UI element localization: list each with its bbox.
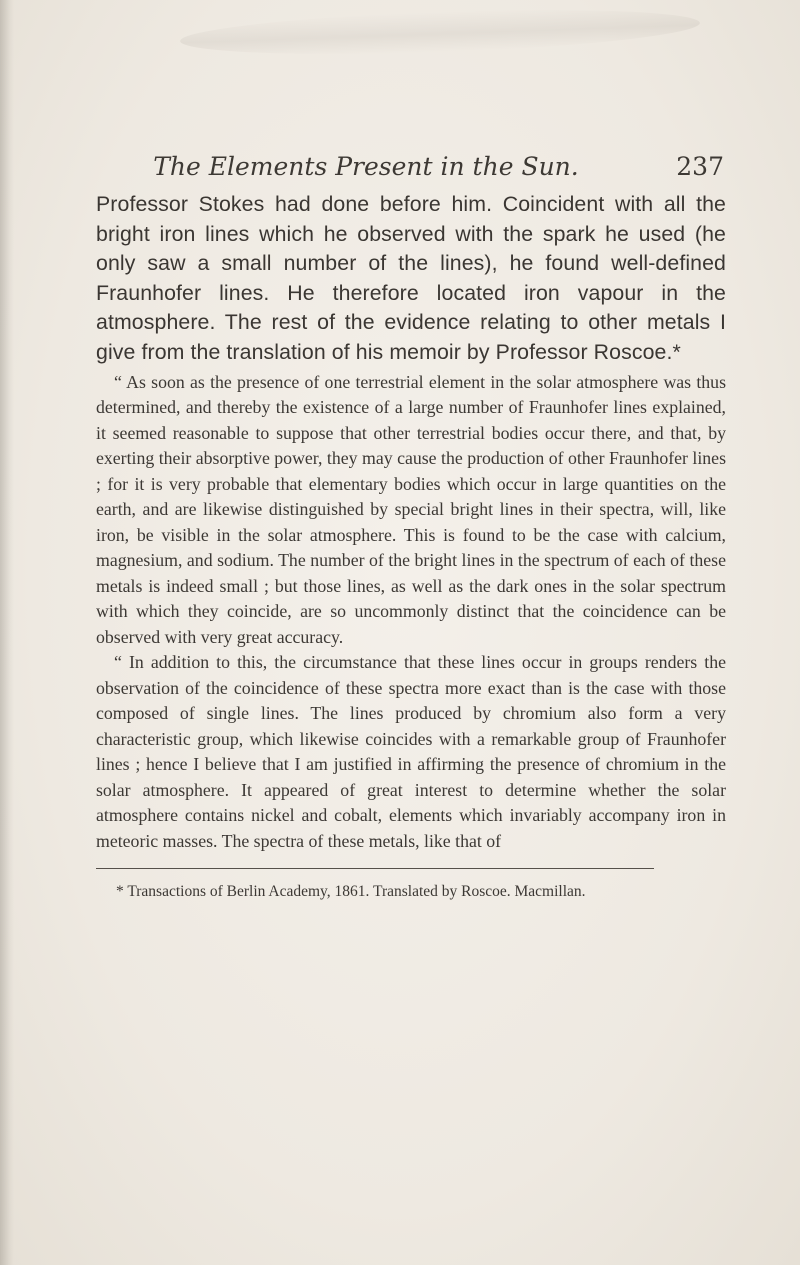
- running-title: The Elements Present in the Sun.: [153, 152, 579, 181]
- body-paragraph: Professor Stokes had done before him. Coincident with all the bright iron lines which he observed with the spark he used (he only saw a small number of the lines), he found well-defined Fraunhofer lines. He therefore located iron vapour in the atmosphere. The rest of the evidence relating to other metals I give from the translation of his memoir by Professor Roscoe.*: [96, 192, 726, 364]
- page-stain: [179, 3, 700, 61]
- quoted-paragraph-1: “ As soon as the presence of one terrestrial element in the solar atmosphere was thus determined, and thereby the existence of a large number of Fraunhofer lines explained, it seemed reasonable to suppose that other terrestrial bodies occur there, and that, by exerting their absorptive power, they may cause the production of other Fraunhofer lines ; for it is very probable that elementary bodies which occur in large quantities on the earth, and are likewise distinguished by special bright lines in their spectra, will, like iron, be visible in the solar atmosphere. This is found to be the case with calcium, magnesium, and sodium. The number of the bright lines in the spectrum of each of these metals is indeed small ; but those lines, as well as the dark ones in the solar spectrum with which they coincide, are so uncommonly distinct that the coincidence can be observed with very great accuracy.: [96, 371, 726, 647]
- page-number: 237: [676, 152, 724, 181]
- footnote-rule: [96, 868, 654, 869]
- page-binding-shadow: [0, 0, 14, 1265]
- running-head: [96, 152, 726, 188]
- footnote: * Transactions of Berlin Academy, 1861. Translated by Roscoe. Macmillan.: [116, 883, 586, 901]
- quoted-paragraph-2: “ In addition to this, the circumstance that these lines occur in groups renders the observation of the coincidence of these spectra more exact than is the case with those composed of single lines. The lines produced by chromium also form a very characteristic group, which likewise coincides with a remarkable group of Fraunhofer lines ; hence I believe that I am justified in affirming the presence of chromium in the solar atmosphere. It appeared of great interest to determine whether the solar atmosphere contains nickel and cobalt, elements which invariably accompany iron in meteoric masses. The spectra of these metals, like that of: [96, 652, 726, 851]
- page-content: [96, 152, 726, 919]
